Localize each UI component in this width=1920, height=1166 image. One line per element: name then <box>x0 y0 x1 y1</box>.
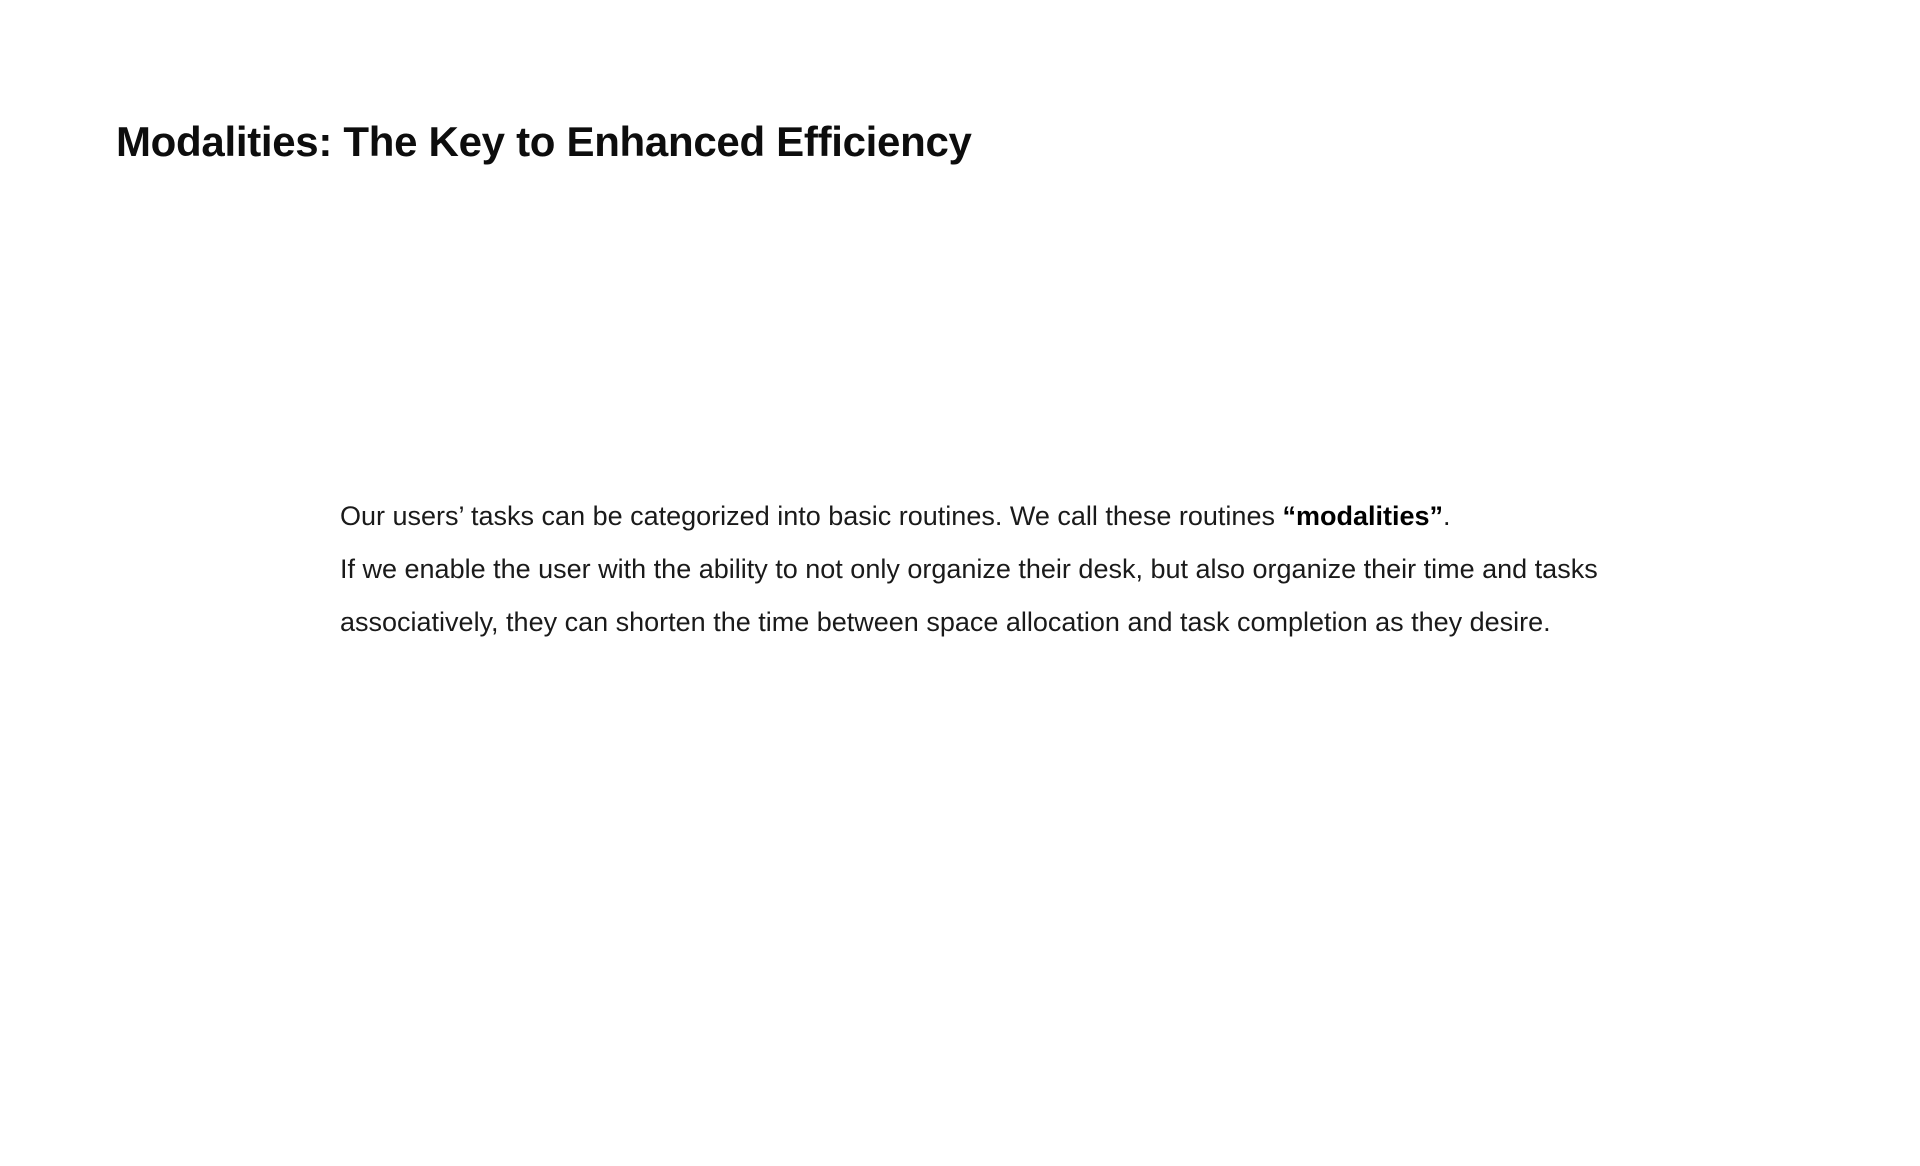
body-text-block <box>340 490 1630 649</box>
modalities-emphasis: “modalities” <box>1282 501 1444 531</box>
page-title: Modalities: The Key to Enhanced Efficiency <box>116 118 972 165</box>
paragraph-intro-text: Our users’ tasks can be categorized into basic routines. We call these routines <box>340 501 1283 531</box>
paragraph-explanation: If we enable the user with the ability to not only organize their desk, but also organize their time and tasks associatively, they can shorten the time between space allocation and task completion as they desire. <box>340 554 1598 637</box>
paragraph-intro-period: . <box>1443 501 1451 531</box>
paragraph-intro <box>340 490 1630 543</box>
